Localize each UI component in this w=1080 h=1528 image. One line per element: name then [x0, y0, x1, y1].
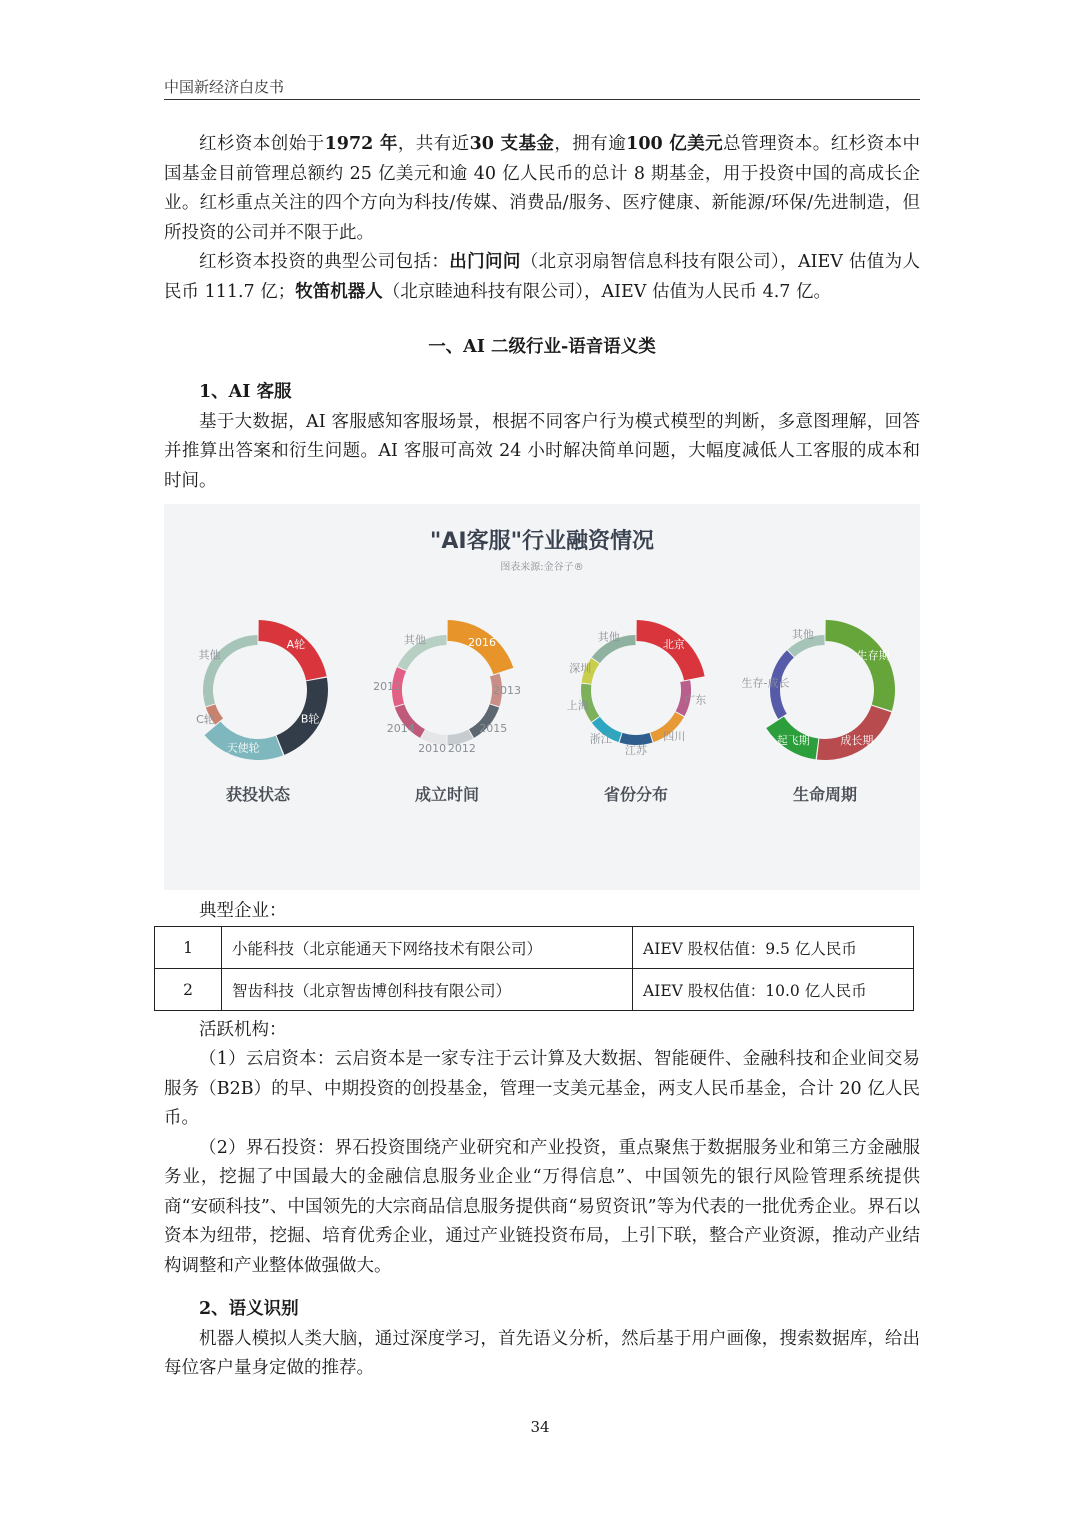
- company-name: 智齿科技（北京智齿博创科技有限公司）: [222, 969, 633, 1011]
- paragraph-semantic: 机器人模拟人类大脑，通过深度学习，首先语义分析，然后基于用户画像，搜索数据库，给出每位客户量身定做的推荐。: [164, 1328, 920, 1378]
- paragraph-ai-service: 基于大数据，AI 客服感知客服场景，根据不同客户行为模式模型的判断，多意图理解，回答并推算出答案和衍生问题。AI 客服可高效 24 小时解决简单问题，大幅度减低人工客服的成本和时间。: [164, 411, 920, 491]
- chart-title: 生命周期: [792, 785, 858, 804]
- slice-label: 2012: [447, 742, 476, 756]
- figure-title: "AI客服"行业融资情况: [429, 529, 655, 554]
- page-content: [164, 130, 920, 1384]
- text-run: （北京羽扇智信息科技有限公司），AIEV 估值为人民币 111.7 亿；: [164, 252, 921, 302]
- bold-run: 30 支基金: [469, 134, 555, 154]
- slice-label: 广东: [684, 693, 707, 707]
- slice-label: 2014: [386, 722, 415, 736]
- slice-label: C轮: [196, 712, 215, 726]
- slice-label: 其他: [791, 628, 814, 642]
- companies-table: [154, 926, 914, 1011]
- company-valuation: AIEV 股权估值：10.0 亿人民币: [633, 969, 914, 1011]
- slice-label: B轮: [300, 712, 320, 726]
- chart-title: 省份分布: [603, 785, 669, 804]
- bold-run: 100 亿美元: [626, 134, 724, 154]
- paragraph-sequoia-companies: [164, 248, 920, 307]
- text-run: ，共有近: [397, 134, 470, 154]
- table-row: [155, 969, 914, 1011]
- document-header: 中国新经济白皮书: [164, 78, 285, 96]
- header-rule: [164, 99, 920, 100]
- slice-label: 2011: [373, 680, 402, 694]
- slice-label: 江苏: [625, 744, 647, 757]
- row-index: 1: [155, 927, 222, 969]
- donut-charts: [196, 620, 895, 804]
- company-valuation: AIEV 股权估值：9.5 亿人民币: [633, 927, 914, 969]
- slice-label: 其他: [597, 630, 620, 644]
- donut-slice: [825, 620, 895, 711]
- subsection-title-semantic: 2、语义识别: [199, 1299, 299, 1319]
- bold-run: 出门问问: [449, 252, 521, 272]
- chart-title: 成立时间: [414, 785, 480, 804]
- paragraph-institution-1: （1）云启资本：云启资本是一家专注于云计算及大数据、智能硬件、金融科技和企业间交易服务（B2B）的早、中期投资的创投基金，管理一支美元基金，两支人民币基金，合计 20 亿人民币。: [164, 1049, 920, 1128]
- slice-label: 上海: [566, 698, 589, 712]
- slice-label: 成长期: [840, 734, 874, 748]
- slice-label: 天使轮: [226, 741, 260, 755]
- slice-label: 2016: [467, 635, 496, 649]
- slice-label: 2013: [493, 684, 521, 697]
- slice-label: 生存-成长: [741, 676, 790, 690]
- donut-slice: [817, 706, 891, 760]
- table-row: [155, 927, 914, 969]
- slice-label: A轮: [286, 638, 306, 652]
- companies-label: 典型企业：: [199, 901, 287, 921]
- institutions-label: 活跃机构：: [199, 1020, 287, 1040]
- text-run: ，拥有逾: [554, 134, 627, 154]
- bold-run: 1972 年: [324, 134, 398, 154]
- text-run: 红杉资本创始于: [199, 134, 325, 154]
- company-name: 小能科技（北京能通天下网络技术有限公司）: [222, 927, 633, 969]
- bold-run: 牧笛机器人: [295, 281, 383, 302]
- chart-title: 获投状态: [225, 785, 291, 804]
- text-run: 红杉资本投资的典型公司包括：: [199, 252, 450, 272]
- financing-figure: [164, 504, 920, 890]
- slice-label: 2015: [479, 722, 508, 736]
- slice-label: 2010: [418, 742, 447, 756]
- slice-label: 北京: [662, 638, 685, 652]
- text-run: （北京睦迪科技有限公司），AIEV 估值为人民币 4.7 亿。: [382, 281, 831, 302]
- slice-label: 四川: [663, 730, 686, 744]
- paragraph-institution-2: （2）界石投资：界石投资围绕产业研究和产业投资，重点聚焦于数据服务业和第三方金融服务业，挖掘了中国最大的金融信息服务业企业“万得信息”、中国领先的银行风险管理系统提供商“安硕科技”、中国领先的大宗商品信息服务提供商“易贸资讯”等为代表的一批优秀企业。界石以资本为纽带，挖掘、培育优秀企业，通过产业链投资布局，上引下联，整合产业资源，推动产业结构调整和产业整体做强做大。: [164, 1137, 920, 1276]
- donut-slice: [203, 635, 258, 706]
- financing-chart-svg: [164, 504, 920, 890]
- paragraph-sequoia-intro: [164, 130, 920, 248]
- text-run: 总管理资本。红杉资本中国基金目前管理总额约 25 亿美元和逾 40 亿人民币的总计 8 期基金，用于投资中国的高成长企业。红杉重点关注的四个方向为科技/传媒、消费品/服务、医疗健康、新能源/环保/先进制造，但所投资的公司并不限于此。: [164, 134, 921, 243]
- slice-label: 起飞期: [776, 734, 810, 748]
- slice-label: 深圳: [569, 661, 592, 675]
- page-number: 34: [530, 1418, 550, 1436]
- subsection-title-ai-service: 1、AI 客服: [199, 382, 292, 402]
- row-index: 2: [155, 969, 222, 1011]
- figure-source: 图表来源:金谷子®: [500, 562, 584, 573]
- slice-label: 其他: [403, 633, 426, 647]
- slice-label: 生存期: [856, 649, 890, 663]
- slice-label: 浙江: [589, 732, 612, 746]
- section-title: 一、AI 二级行业-语音语义类: [428, 337, 656, 357]
- slice-label: 其他: [198, 648, 221, 662]
